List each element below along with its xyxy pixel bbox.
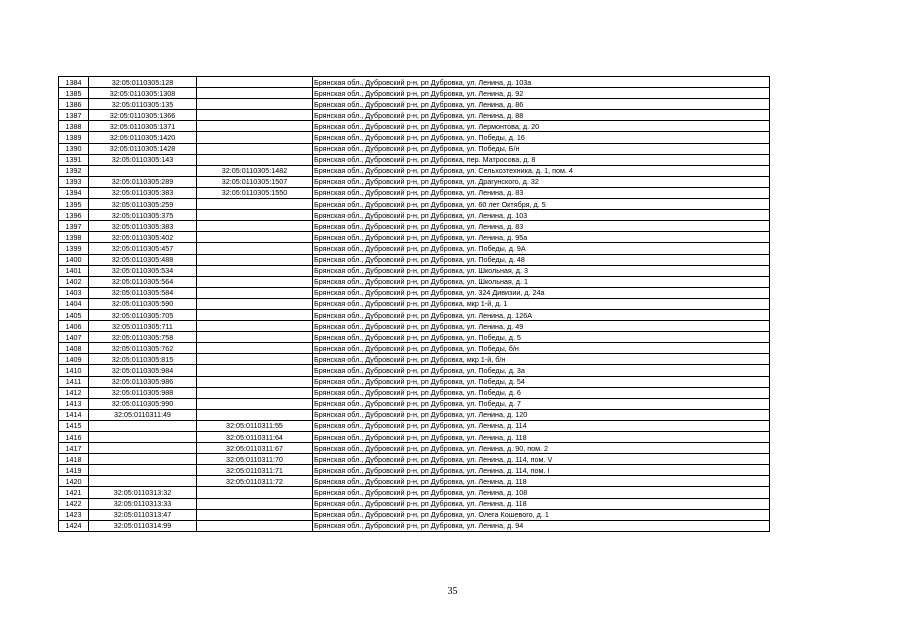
building-cadastral-number-cell	[197, 321, 313, 332]
row-number-cell: 1403	[59, 287, 89, 298]
table-row	[59, 487, 770, 498]
row-number-cell: 1387	[59, 110, 89, 121]
table-row	[59, 476, 770, 487]
address-cell: Брянская обл., Дубровский р-н, рп Дубровка, ул. Сельхозтехника, д. 1, пом. 4	[313, 165, 770, 176]
cadastral-number-cell: 32:05:0110305:534	[89, 265, 197, 276]
table-row	[59, 99, 770, 110]
table-row	[59, 110, 770, 121]
building-cadastral-number-cell	[197, 199, 313, 210]
table-row	[59, 187, 770, 198]
cadastral-number-cell: 32:05:0110305:1366	[89, 110, 197, 121]
row-number-cell: 1407	[59, 332, 89, 343]
building-cadastral-number-cell	[197, 365, 313, 376]
table-row	[59, 321, 770, 332]
table-row	[59, 143, 770, 154]
cadastral-number-cell: 32:05:0110313:32	[89, 487, 197, 498]
building-cadastral-number-cell	[197, 77, 313, 88]
building-cadastral-number-cell	[197, 243, 313, 254]
cadastral-number-cell: 32:05:0110314:99	[89, 520, 197, 531]
table-row	[59, 265, 770, 276]
table-row	[59, 210, 770, 221]
building-cadastral-number-cell	[197, 376, 313, 387]
address-cell: Брянская обл., Дубровский р-н, рп Дубровка, ул. Победы, д. 3а	[313, 365, 770, 376]
table-row	[59, 77, 770, 88]
address-cell: Брянская обл., Дубровский р-н, рп Дубровка, ул. 60 лет Октября, д. 5	[313, 199, 770, 210]
address-cell: Брянская обл., Дубровский р-н, рп Дубровка, ул. Ленина, д. 118	[313, 498, 770, 509]
row-number-cell: 1402	[59, 276, 89, 287]
address-cell: Брянская обл., Дубровский р-н, рп Дубровка, ул. Ленина, д. 94	[313, 520, 770, 531]
building-cadastral-number-cell	[197, 287, 313, 298]
address-cell: Брянская обл., Дубровский р-н, рп Дубровка, ул. Победы, д. 16	[313, 132, 770, 143]
address-cell: Брянская обл., Дубровский р-н, рп Дубровка, ул. Ленина, д. 126А	[313, 309, 770, 320]
row-number-cell: 1401	[59, 265, 89, 276]
cadastral-number-cell: 32:05:0110305:128	[89, 77, 197, 88]
table-row	[59, 520, 770, 531]
address-cell: Брянская обл., Дубровский р-н, рп Дубровка, ул. Ленина, д. 114, пом. I	[313, 465, 770, 476]
table-row	[59, 465, 770, 476]
row-number-cell: 1385	[59, 88, 89, 99]
building-cadastral-number-cell	[197, 265, 313, 276]
cadastral-number-cell	[89, 432, 197, 443]
table-row	[59, 309, 770, 320]
cadastral-number-cell: 32:05:0110305:375	[89, 210, 197, 221]
cadastral-number-cell: 32:05:0110305:762	[89, 343, 197, 354]
cadastral-number-cell: 32:05:0110305:986	[89, 376, 197, 387]
table-row	[59, 354, 770, 365]
address-cell: Брянская обл., Дубровский р-н, рп Дубровка, ул. Ленина, д. 118	[313, 432, 770, 443]
address-cell: Брянская обл., Дубровский р-н, рп Дубровка, ул. Драгунского, д. 32	[313, 176, 770, 187]
row-number-cell: 1405	[59, 309, 89, 320]
cadastral-number-cell	[89, 420, 197, 431]
cadastral-number-cell: 32:05:0110305:383	[89, 187, 197, 198]
address-cell: Брянская обл., Дубровский р-н, рп Дубровка, ул. Школьная, д. 3	[313, 265, 770, 276]
building-cadastral-number-cell	[197, 387, 313, 398]
address-cell: Брянская обл., Дубровский р-н, рп Дубровка, ул. Олега Кошевого, д. 1	[313, 509, 770, 520]
row-number-cell: 1411	[59, 376, 89, 387]
row-number-cell: 1417	[59, 443, 89, 454]
row-number-cell: 1418	[59, 454, 89, 465]
table-row	[59, 454, 770, 465]
cadastral-number-cell: 32:05:0110305:488	[89, 254, 197, 265]
cadastral-number-cell: 32:05:0110305:383	[89, 221, 197, 232]
row-number-cell: 1398	[59, 232, 89, 243]
row-number-cell: 1412	[59, 387, 89, 398]
building-cadastral-number-cell	[197, 498, 313, 509]
row-number-cell: 1384	[59, 77, 89, 88]
address-cell: Брянская обл., Дубровский р-н, рп Дубровка, ул. Ленина, д. 114	[313, 420, 770, 431]
row-number-cell: 1395	[59, 199, 89, 210]
address-cell: Брянская обл., Дубровский р-н, рп Дубровка, ул. Ленина, д. 88	[313, 110, 770, 121]
cadastral-number-cell: 32:05:0110305:705	[89, 309, 197, 320]
address-cell: Брянская обл., Дубровский р-н, рп Дубровка, ул. Победы, д. 7	[313, 398, 770, 409]
row-number-cell: 1391	[59, 154, 89, 165]
row-number-cell: 1421	[59, 487, 89, 498]
building-cadastral-number-cell: 32:05:0110311:64	[197, 432, 313, 443]
building-cadastral-number-cell	[197, 354, 313, 365]
cadastral-number-cell: 32:05:0110305:1428	[89, 143, 197, 154]
building-cadastral-number-cell: 32:05:0110311:71	[197, 465, 313, 476]
row-number-cell: 1424	[59, 520, 89, 531]
cadastral-number-cell: 32:05:0110305:564	[89, 276, 197, 287]
cadastral-number-cell: 32:05:0110311:49	[89, 409, 197, 420]
row-number-cell: 1389	[59, 132, 89, 143]
table-row	[59, 221, 770, 232]
row-number-cell: 1406	[59, 321, 89, 332]
address-cell: Брянская обл., Дубровский р-н, рп Дубровка, ул. Победы, д. 48	[313, 254, 770, 265]
row-number-cell: 1399	[59, 243, 89, 254]
table-row	[59, 176, 770, 187]
row-number-cell: 1422	[59, 498, 89, 509]
address-cell: Брянская обл., Дубровский р-н, рп Дубровка, ул. Победы, д. 54	[313, 376, 770, 387]
row-number-cell: 1400	[59, 254, 89, 265]
address-cell: Брянская обл., Дубровский р-н, рп Дубровка, ул. Школьная, д. 1	[313, 276, 770, 287]
address-cell: Брянская обл., Дубровский р-н, рп Дубровка, ул. 324 Дивизии, д. 24а	[313, 287, 770, 298]
table-row	[59, 365, 770, 376]
table-row	[59, 165, 770, 176]
address-cell: Брянская обл., Дубровский р-н, рп Дубровка, ул. Ленина, д. 90, пом. 2	[313, 443, 770, 454]
table-row	[59, 287, 770, 298]
building-cadastral-number-cell: 32:05:0110305:1550	[197, 187, 313, 198]
table-row	[59, 88, 770, 99]
table-row	[59, 509, 770, 520]
building-cadastral-number-cell	[197, 343, 313, 354]
address-cell: Брянская обл., Дубровский р-н, рп Дубровка, ул. Ленина, д. 114, пом. V	[313, 454, 770, 465]
cadastral-number-cell	[89, 476, 197, 487]
table-row	[59, 387, 770, 398]
address-cell: Брянская обл., Дубровский р-н, рп Дубровка, ул. Ленина, д. 83	[313, 221, 770, 232]
address-cell: Брянская обл., Дубровский р-н, рп Дубровка, ул. Ленина, д. 49	[313, 321, 770, 332]
records-table-body	[59, 77, 770, 532]
building-cadastral-number-cell	[197, 221, 313, 232]
cadastral-number-cell	[89, 454, 197, 465]
row-number-cell: 1392	[59, 165, 89, 176]
address-cell: Брянская обл., Дубровский р-н, рп Дубровка, ул. Победы, б/н	[313, 343, 770, 354]
address-cell: Брянская обл., Дубровский р-н, рп Дубровка, ул. Победы, д. 5	[313, 332, 770, 343]
building-cadastral-number-cell	[197, 509, 313, 520]
row-number-cell: 1413	[59, 398, 89, 409]
table-row	[59, 409, 770, 420]
address-cell: Брянская обл., Дубровский р-н, рп Дубровка, ул. Победы, д. 6	[313, 387, 770, 398]
address-cell: Брянская обл., Дубровский р-н, рп Дубровка, ул. Ленина, д. 103а	[313, 77, 770, 88]
building-cadastral-number-cell	[197, 520, 313, 531]
address-cell: Брянская обл., Дубровский р-н, рп Дубровка, ул. Ленина, д. 108	[313, 487, 770, 498]
address-cell: Брянская обл., Дубровский р-н, рп Дубровка, ул. Ленина, д. 103	[313, 210, 770, 221]
building-cadastral-number-cell	[197, 398, 313, 409]
building-cadastral-number-cell	[197, 110, 313, 121]
row-number-cell: 1419	[59, 465, 89, 476]
building-cadastral-number-cell	[197, 309, 313, 320]
building-cadastral-number-cell	[197, 332, 313, 343]
cadastral-number-cell: 32:05:0110305:1371	[89, 121, 197, 132]
table-row	[59, 254, 770, 265]
table-row	[59, 398, 770, 409]
building-cadastral-number-cell	[197, 409, 313, 420]
table-row	[59, 121, 770, 132]
table-row	[59, 420, 770, 431]
page-number: 35	[447, 586, 458, 597]
row-number-cell: 1386	[59, 99, 89, 110]
table-row	[59, 154, 770, 165]
address-cell: Брянская обл., Дубровский р-н, рп Дубровка, ул. Ленина, д. 95а	[313, 232, 770, 243]
row-number-cell: 1397	[59, 221, 89, 232]
table-row	[59, 298, 770, 309]
row-number-cell: 1390	[59, 143, 89, 154]
row-number-cell: 1393	[59, 176, 89, 187]
cadastral-number-cell: 32:05:0110305:758	[89, 332, 197, 343]
building-cadastral-number-cell: 32:05:0110311:72	[197, 476, 313, 487]
address-cell: Брянская обл., Дубровский р-н, рп Дубровка, ул. Победы, Б/н	[313, 143, 770, 154]
cadastral-number-cell: 32:05:0110313:47	[89, 509, 197, 520]
cadastral-number-cell	[89, 443, 197, 454]
building-cadastral-number-cell	[197, 210, 313, 221]
address-cell: Брянская обл., Дубровский р-н, рп Дубровка, пер. Матросова, д. 8	[313, 154, 770, 165]
building-cadastral-number-cell	[197, 132, 313, 143]
cadastral-number-cell	[89, 165, 197, 176]
cadastral-number-cell: 32:05:0110305:402	[89, 232, 197, 243]
row-number-cell: 1408	[59, 343, 89, 354]
cadastral-number-cell: 32:05:0110305:815	[89, 354, 197, 365]
building-cadastral-number-cell: 32:05:0110305:1482	[197, 165, 313, 176]
building-cadastral-number-cell	[197, 298, 313, 309]
address-cell: Брянская обл., Дубровский р-н, рп Дубровка, мкр 1-й, д. 1	[313, 298, 770, 309]
address-cell: Брянская обл., Дубровский р-н, рп Дубровка, ул. Ленина, д. 120	[313, 409, 770, 420]
row-number-cell: 1410	[59, 365, 89, 376]
row-number-cell: 1404	[59, 298, 89, 309]
row-number-cell: 1416	[59, 432, 89, 443]
table-row	[59, 232, 770, 243]
cadastral-number-cell	[89, 465, 197, 476]
address-cell: Брянская обл., Дубровский р-н, рп Дубровка, ул. Ленина, д. 86	[313, 99, 770, 110]
table-row	[59, 243, 770, 254]
building-cadastral-number-cell	[197, 143, 313, 154]
building-cadastral-number-cell: 32:05:0110311:55	[197, 420, 313, 431]
cadastral-number-cell: 32:05:0110305:143	[89, 154, 197, 165]
building-cadastral-number-cell: 32:05:0110311:67	[197, 443, 313, 454]
table-row	[59, 432, 770, 443]
table-row	[59, 343, 770, 354]
table-row	[59, 498, 770, 509]
building-cadastral-number-cell: 32:05:0110305:1507	[197, 176, 313, 187]
cadastral-number-cell: 32:05:0110305:584	[89, 287, 197, 298]
cadastral-number-cell: 32:05:0110305:1420	[89, 132, 197, 143]
cadastral-number-cell: 32:05:0110305:590	[89, 298, 197, 309]
building-cadastral-number-cell: 32:05:0110311:70	[197, 454, 313, 465]
row-number-cell: 1388	[59, 121, 89, 132]
table-row	[59, 376, 770, 387]
table-row	[59, 443, 770, 454]
cadastral-number-cell: 32:05:0110305:988	[89, 387, 197, 398]
row-number-cell: 1414	[59, 409, 89, 420]
records-table	[58, 76, 770, 532]
row-number-cell: 1415	[59, 420, 89, 431]
address-cell: Брянская обл., Дубровский р-н, рп Дубровка, ул. Ленина, д. 92	[313, 88, 770, 99]
building-cadastral-number-cell	[197, 154, 313, 165]
address-cell: Брянская обл., Дубровский р-н, рп Дубровка, ул. Ленина, д. 83	[313, 187, 770, 198]
cadastral-number-cell: 32:05:0110305:135	[89, 99, 197, 110]
table-row	[59, 132, 770, 143]
building-cadastral-number-cell	[197, 487, 313, 498]
building-cadastral-number-cell	[197, 121, 313, 132]
cadastral-number-cell: 32:05:0110305:711	[89, 321, 197, 332]
building-cadastral-number-cell	[197, 232, 313, 243]
address-cell: Брянская обл., Дубровский р-н, рп Дубровка, мкр 1-й, б/н	[313, 354, 770, 365]
address-cell: Брянская обл., Дубровский р-н, рп Дубровка, ул. Ленина, д. 118	[313, 476, 770, 487]
building-cadastral-number-cell	[197, 99, 313, 110]
building-cadastral-number-cell	[197, 88, 313, 99]
cadastral-number-cell: 32:05:0110305:1308	[89, 88, 197, 99]
address-cell: Брянская обл., Дубровский р-н, рп Дубровка, ул. Победы, д. 9А	[313, 243, 770, 254]
cadastral-number-cell: 32:05:0110305:984	[89, 365, 197, 376]
table-row	[59, 276, 770, 287]
row-number-cell: 1420	[59, 476, 89, 487]
row-number-cell: 1409	[59, 354, 89, 365]
building-cadastral-number-cell	[197, 276, 313, 287]
address-cell: Брянская обл., Дубровский р-н, рп Дубровка, ул. Лермонтова, д. 20	[313, 121, 770, 132]
row-number-cell: 1394	[59, 187, 89, 198]
table-row	[59, 199, 770, 210]
cadastral-number-cell: 32:05:0110305:990	[89, 398, 197, 409]
cadastral-number-cell: 32:05:0110313:33	[89, 498, 197, 509]
cadastral-number-cell: 32:05:0110305:289	[89, 176, 197, 187]
row-number-cell: 1423	[59, 509, 89, 520]
cadastral-number-cell: 32:05:0110305:259	[89, 199, 197, 210]
building-cadastral-number-cell	[197, 254, 313, 265]
table-row	[59, 332, 770, 343]
row-number-cell: 1396	[59, 210, 89, 221]
cadastral-number-cell: 32:05:0110305:457	[89, 243, 197, 254]
